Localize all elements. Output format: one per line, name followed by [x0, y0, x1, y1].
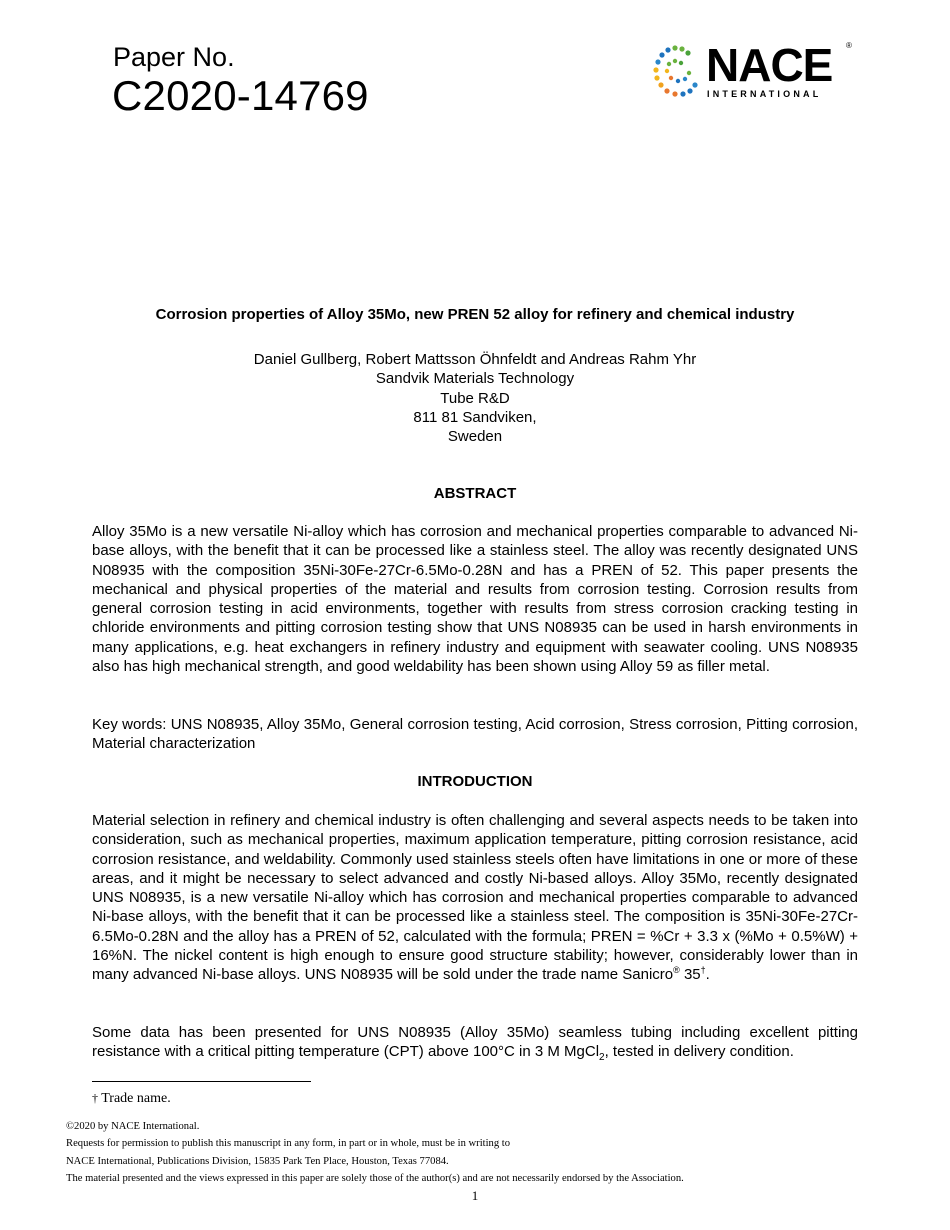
author-address: 811 81 Sandviken,	[413, 408, 537, 426]
copyright-line-1: ©2020 by NACE International.	[66, 1121, 200, 1132]
author-names: Daniel Gullberg, Robert Mattsson Öhnfeldt and Andreas Rahm Yhr	[253, 351, 697, 368]
paper-number: C2020-14769	[112, 72, 369, 119]
logo-wordmark: NACE	[706, 39, 833, 91]
copyright-line-2: Requests for permission to publish this manuscript in any form, in part or in whole, must be in writing to	[66, 1138, 511, 1150]
paragraph-end: .	[705, 966, 710, 984]
copyright-line-4: The material presented and the views expressed in this paper are solely those of the author(s) and are not necessarily endorsed by the Association.	[66, 1172, 684, 1184]
introduction-paragraph-1	[92, 811, 858, 985]
author-block	[92, 350, 858, 446]
footnote-divider	[92, 1081, 311, 1082]
introduction-paragraph-2-text: Some data has been presented for UNS N08935 (Alloy 35Mo) seamless tubing including excellent pitting resistance with a critical pitting temperature (CPT) above 100°C in 3 M MgCl	[92, 1024, 858, 1061]
logo-subtitle: INTERNATIONAL	[707, 89, 822, 99]
paper-title: Corrosion properties of Alloy 35Mo, new PREN 52 alloy for refinery and chemical industry	[155, 306, 795, 323]
introduction-paragraph-1-text: Material selection in refinery and chemical industry is often challenging and several aspects needs to be taken into consideration, such as mechanical properties, maximum application temperature, pitting corrosion resistance, acid corrosion resistance, and weldability. Commonly used stainless steels often have limitations in one or more of these areas, and it might be necessary to select advanced and costly Ni-based alloys. Alloy 35Mo, recently designated UNS N08935, is a new versatile Ni-alloy which has corrosion and mechanical properties comparable to advanced Ni-base alloys, with the benefit that it can be processed like a stainless steel. The composition is 35Ni-30Fe-27Cr-6.5Mo-0.28N and the alloy has a PREN of 52, calculated with the formula; PREN = %Cr + 3.3 x (%Mo + 0.5%W) + 16%N. The nickel content is high enough to ensure good structure stability; however, considerably lower than in many advanced Ni-base alloys. UNS N08935 will be sold under the trade name Sanicro	[92, 812, 858, 984]
author-country: Sweden	[447, 428, 503, 446]
abstract-heading: ABSTRACT	[433, 485, 517, 502]
footnote-dagger: †	[92, 1091, 98, 1105]
logo-registered-mark: ®	[846, 41, 852, 50]
trademark-symbol: ®	[673, 965, 680, 976]
author-affiliation: Sandvik Materials Technology	[375, 370, 575, 388]
keywords-text: Key words: UNS N08935, Alloy 35Mo, General corrosion testing, Acid corrosion, Stress corrosion, Pitting corrosion, Material characterization	[92, 716, 858, 753]
page-number: 1	[471, 1188, 479, 1203]
copyright-block	[66, 1118, 684, 1187]
footnote-dagger-ref: †	[700, 965, 706, 976]
introduction-heading: INTRODUCTION	[417, 773, 533, 790]
author-department: Tube R&D	[440, 389, 510, 407]
logo-swirl	[653, 45, 697, 96]
footnote	[92, 1090, 171, 1107]
copyright-line-3: NACE International, Publications Division, 15835 Park Ten Place, Houston, Texas 77084.	[66, 1155, 449, 1167]
subscript-2: 2	[599, 1052, 605, 1064]
footnote-text: Trade name.	[98, 1091, 171, 1106]
introduction-paragraph-2	[92, 1023, 858, 1062]
trade-name-tail: 35	[679, 966, 701, 984]
paragraph-2-end: , tested in delivery condition.	[604, 1043, 794, 1061]
paper-label: Paper No.	[113, 42, 235, 72]
abstract-text: Alloy 35Mo is a new versatile Ni-alloy which has corrosion and mechanical properties comparable to advanced Ni-base alloys, with the benefit that it can be processed like a stainless steel. The alloy was recently designated UNS N08935 with the composition 35Ni-30Fe-27Cr-6.5Mo-0.28N and has a PREN of 52. This paper presents the mechanical and physical properties of the material and results from corrosion testing. Corrosion results from general corrosion testing in acid environments, together with results from stress corrosion cracking testing in chloride environments and pitting corrosion testing show that UNS N08935 can be used in harsh environments in many applications, e.g. heat exchangers in refinery industry and equipment with seawater cooling. UNS N08935 also has high mechanical strength, and good weldability has been shown using Alloy 59 as filler metal.	[92, 523, 858, 676]
